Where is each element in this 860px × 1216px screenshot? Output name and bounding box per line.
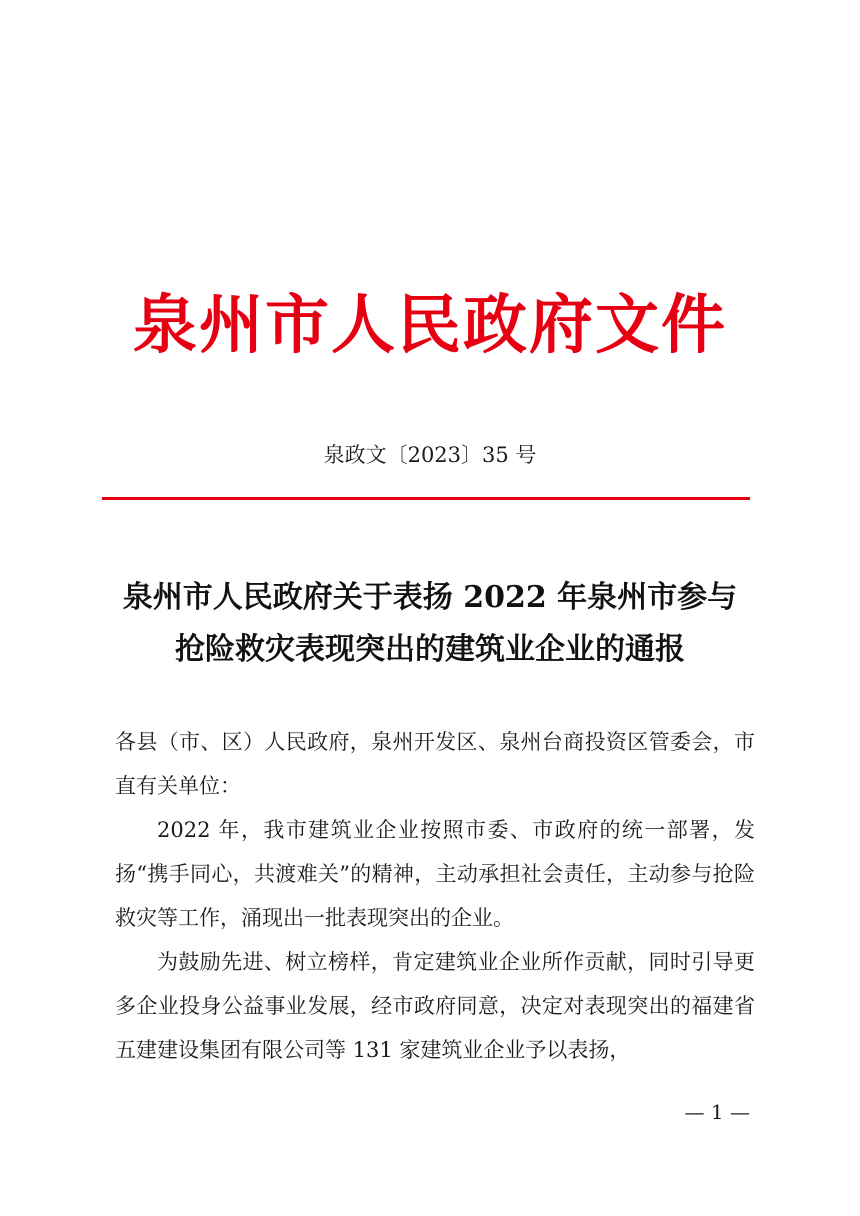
document-number: 泉政文〔2023〕35 号 <box>323 443 537 467</box>
document-body <box>115 720 755 1072</box>
recipients-paragraph: 各县（市、区）人民政府，泉州开发区、泉州台商投资区管委会，市直有关单位： <box>115 730 755 798</box>
document-masthead: 泉州市人民政府文件 <box>133 288 727 363</box>
title-line-2: 抢险救灾表现突出的建筑业企业的通报 <box>175 632 685 667</box>
body-paragraph-1: 2022 年，我市建筑业企业按照市委、市政府的统一部署，发扬“携手同心，共渡难关”的精神，主动承担社会责任，主动参与抢险救灾等工作，涌现出一批表现突出的企业。 <box>115 818 755 930</box>
page-number: — 1 — <box>684 1100 750 1124</box>
body-paragraph-2: 为鼓励先进、树立榜样，肯定建筑业企业所作贡献，同时引导更多企业投身公益事业发展，经市政府同意，决定对表现突出的福建省五建建设集团有限公司等 131 家建筑业企业予以表扬， <box>115 950 755 1062</box>
document-title <box>100 572 760 676</box>
title-line-1: 泉州市人民政府关于表扬 2022 年泉州市参与 <box>122 580 738 615</box>
red-divider-line <box>102 497 750 500</box>
